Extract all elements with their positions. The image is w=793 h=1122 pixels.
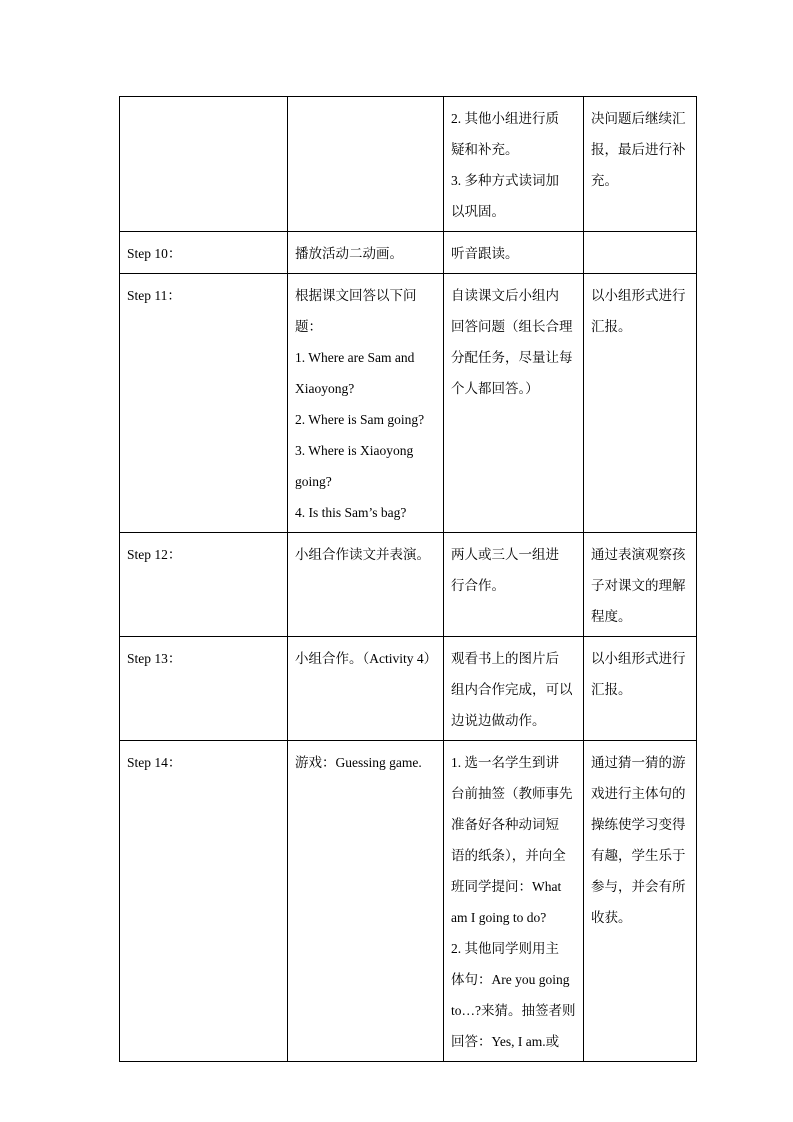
student-cell [444,232,584,274]
step-label: Step 13： [127,651,182,666]
step-cell [120,274,288,533]
teacher-text-line: going? [295,474,332,489]
step-cell [120,533,288,637]
student-text-line: 3. 多种方式读词加 [451,173,559,188]
teacher-text-line: 根据课文回答以下问 [295,288,417,303]
teacher-cell [288,274,444,533]
purpose-text-line: 以小组形式进行 [591,651,686,666]
teacher-cell [288,232,444,274]
step-cell [120,637,288,741]
student-text-line: 2. 其他同学则用主 [451,941,559,956]
purpose-text-line: 操练使学习变得 [591,817,686,832]
purpose-text-line: 子对课文的理解 [591,578,686,593]
teacher-text-line: 2. Where is Sam going? [295,412,425,427]
teacher-text-line: 3. Where is Xiaoyong [295,443,414,458]
student-text-line: 疑和补充。 [451,142,519,157]
purpose-text-line: 戏进行主体句的 [591,786,686,801]
student-text-line: 准备好各种动词短 [451,817,559,832]
teacher-text-line: 4. Is this Sam’s bag? [295,505,407,520]
purpose-text-line: 报，最后进行补 [591,142,686,157]
teacher-text-line: 题： [295,319,322,334]
purpose-text-line: 收获。 [591,910,632,925]
table-row [120,274,697,533]
purpose-text-line: 以小组形式进行 [591,288,686,303]
student-text-line: 边说边做动作。 [451,713,546,728]
purpose-cell [584,637,697,741]
student-cell [444,637,584,741]
student-text-line: 班同学提问：What [451,879,562,894]
purpose-text-line: 参与，并会有所 [591,879,686,894]
student-text-line: 观看书上的图片后 [451,651,559,666]
student-text-line: 回答问题（组长合理 [451,319,573,334]
table-row [120,97,697,232]
student-text-line: 回答：Yes, I am.或 [451,1034,560,1049]
table-row [120,533,697,637]
student-cell [444,97,584,232]
table-row [120,637,697,741]
step-cell [120,741,288,1062]
student-text-line: 个人都回答。） [451,381,539,396]
teacher-text-line: 小组合作。（Activity 4） [295,651,438,666]
student-cell [444,533,584,637]
step-cell [120,97,288,232]
table-row [120,741,697,1062]
student-text-line: 以巩固。 [451,204,505,219]
student-text-line: to…?来猜。抽签者则 [451,1003,576,1018]
student-text-line: am I going to do? [451,910,547,925]
purpose-text-line: 汇报。 [591,682,632,697]
student-text-line: 分配任务，尽量让每 [451,350,573,365]
teacher-cell [288,533,444,637]
purpose-cell [584,741,697,1062]
teacher-text-line: 1. Where are Sam and [295,350,415,365]
student-text-line: 台前抽签（教师事先 [451,786,573,801]
student-text-line: 两人或三人一组进 [451,547,559,562]
purpose-text-line: 有趣，学生乐于 [591,848,686,863]
purpose-text-line: 通过表演观察孩 [591,547,686,562]
student-text-line: 自读课文后小组内 [451,288,559,303]
student-text-line: 语的纸条），并向全 [451,848,566,863]
teacher-text-line: Xiaoyong? [295,381,355,396]
purpose-cell [584,274,697,533]
teacher-cell [288,741,444,1062]
teacher-text-line: 小组合作读文并表演。 [295,547,430,562]
student-text-line: 组内合作完成，可以 [451,682,573,697]
lesson-plan-table [119,96,697,1062]
teacher-cell [288,97,444,232]
teacher-text-line: 游戏：Guessing game. [295,755,422,770]
step-label: Step 11： [127,288,181,303]
purpose-cell [584,533,697,637]
purpose-text-line: 汇报。 [591,319,632,334]
purpose-text-line: 通过猜一猜的游 [591,755,686,770]
step-label: Step 10： [127,246,182,261]
purpose-text-line: 程度。 [591,609,632,624]
student-text-line: 体句：Are you going [451,972,570,987]
step-label: Step 14： [127,755,182,770]
step-label: Step 12： [127,547,182,562]
purpose-text-line: 决问题后继续汇 [591,111,686,126]
teacher-cell [288,637,444,741]
purpose-cell [584,232,697,274]
purpose-cell [584,97,697,232]
teacher-text-line: 播放活动二动画。 [295,246,403,261]
student-text-line: 1. 选一名学生到讲 [451,755,559,770]
student-text-line: 听音跟读。 [451,246,519,261]
purpose-text-line: 充。 [591,173,618,188]
student-text-line: 行合作。 [451,578,505,593]
student-text-line: 2. 其他小组进行质 [451,111,559,126]
student-cell [444,741,584,1062]
table-row [120,232,697,274]
step-cell [120,232,288,274]
student-cell [444,274,584,533]
